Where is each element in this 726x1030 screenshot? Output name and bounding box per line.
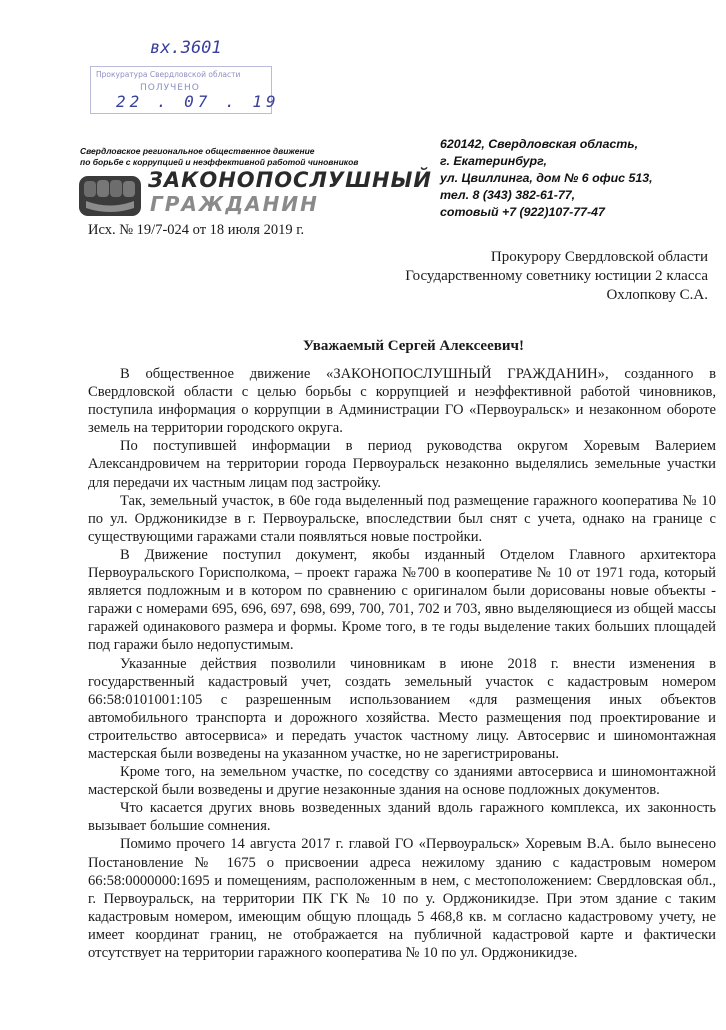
paragraph: В общественное движение «ЗАКОНОПОСЛУШНЫЙ ГРАЖДАНИН», созданного в Свердловской области с целью борьбы с коррупцией и неэффективной работой чиновников, поступила информация о коррупции в Администрации ГО «Первоуральск» и незаконном обороте земель на территории городского округа. bbox=[88, 366, 716, 437]
contact-mobile: сотовый +7 (922)107-77-47 bbox=[440, 205, 605, 219]
contact-block bbox=[440, 136, 653, 221]
addressee-block bbox=[405, 248, 708, 305]
paragraph: В Движение поступил документ, якобы изданный Отделом Главного архитектора Первоуральского Горисполкома, – проект гаража №700 в кооперативе № 10 от 1971 года, который является подложным и в котором по сравнению с оригиналом были дорисованы новые объекты - гаражи с номерами 695, 696, 697, 698, 699, 700, 701, 702 и 703, явно выделяющиеся из общей массы гаражей одинакового размера и формы. Кроме того, в те годы выделение таких больших площадей под гаражи было недопустимым. bbox=[88, 546, 716, 654]
organization-name-line-2: ГРАЖДАНИН bbox=[150, 192, 319, 216]
paragraph: По поступившей информации в период руководства округом Хоревым Валерием Александровичем на территории города Первоуральск незаконно выделялись земельные участки для передачи их частным лицам под застройку. bbox=[88, 438, 716, 491]
stamp-line-2: ПОЛУЧЕНО bbox=[140, 83, 200, 93]
contact-phone: тел. 8 (343) 382-61-77, bbox=[440, 188, 576, 202]
handwritten-date: 22 . 07 . 19 bbox=[116, 92, 280, 111]
addressee-line-1: Прокурору Свердловской области bbox=[490, 249, 708, 265]
paragraph: Что касается других вновь возведенных зданий вдоль гаражного комплекса, их законность вызывает большие сомнения. bbox=[88, 800, 716, 835]
contact-city: г. Екатеринбург, bbox=[440, 154, 548, 168]
organization-description-line-2: по борьбе с коррупцией и неэффективной работой чиновников bbox=[80, 157, 359, 167]
outgoing-reference: Исх. № 19/7-024 от 18 июля 2019 г. bbox=[88, 222, 305, 238]
organization-name-line-1: ЗАКОНОПОСЛУШНЫЙ bbox=[148, 168, 432, 192]
addressee-line-2: Государственному советнику юстиции 2 класса bbox=[405, 268, 708, 284]
paragraph: Указанные действия позволили чиновникам в июне 2018 г. внести изменения в государственный кадастровый учет, создать земельный участок с кадастровым номером 66:58:0101001:105 с разрешенным использованием «для размещения иных объектов автомобильного транспорта и дорожного хозяйства. Место размещения под проектирование и строительство автосервиса» и передать участок частному лицу. Автосервис и шиномонтажная мастерская были возведены на указанном участке, но не зарегистрированы. bbox=[88, 655, 716, 762]
stamp-line-1: Прокуратура Свердловской области bbox=[96, 70, 241, 79]
greeting: Уважаемый Сергей Алексеевич! bbox=[303, 338, 524, 354]
fist-logo-icon bbox=[76, 172, 144, 220]
contact-street: ул. Цвиллинга, дом № 6 офис 513, bbox=[440, 171, 653, 185]
paragraph: Так, земельный участок, в 60е года выделенный под размещение гаражного кооператива № 10 по ул. Орджоникидзе в г. Первоуральске, впоследствии был снят с учета, однако на границе с существующими гаражами стали появляться новые постройки. bbox=[88, 492, 716, 545]
letter-body bbox=[88, 365, 716, 962]
organization-description-line-1: Свердловское региональное общественное движение bbox=[80, 146, 315, 156]
handwritten-incoming-number: вх.3601 bbox=[150, 38, 222, 58]
paragraph: Помимо прочего 14 августа 2017 г. главой ГО «Первоуральск» Хоревым В.А. было вынесено Постановление № 1675 о присвоении адреса нежилому зданию с кадастровым номером 66:58:0000000:1695 и помещениям, расположенным в нем, с местоположением: Свердловская обл., г. Первоуральск, на территории ПК ГК № 10 по у. Орджоникидзе. При этом здание с таким кадастровым номером, имеющим общую площадь 5 468,8 кв. м согласно кадастровому учету, не имеет координат границ, не отображается на публичной кадастровой карте и фактически отсутствует на территории гаражного кооператива № 10 по ул. Орджоникидзе. bbox=[88, 836, 716, 961]
paragraph: Кроме того, на земельном участке, по соседству со зданиями автосервиса и шиномонтажной мастерской были возведены и другие незаконные здания на основе подложных документов. bbox=[88, 764, 716, 799]
addressee-line-3: Охлопкову С.А. bbox=[606, 287, 708, 303]
contact-postal: 620142, Свердловская область, bbox=[440, 137, 639, 151]
